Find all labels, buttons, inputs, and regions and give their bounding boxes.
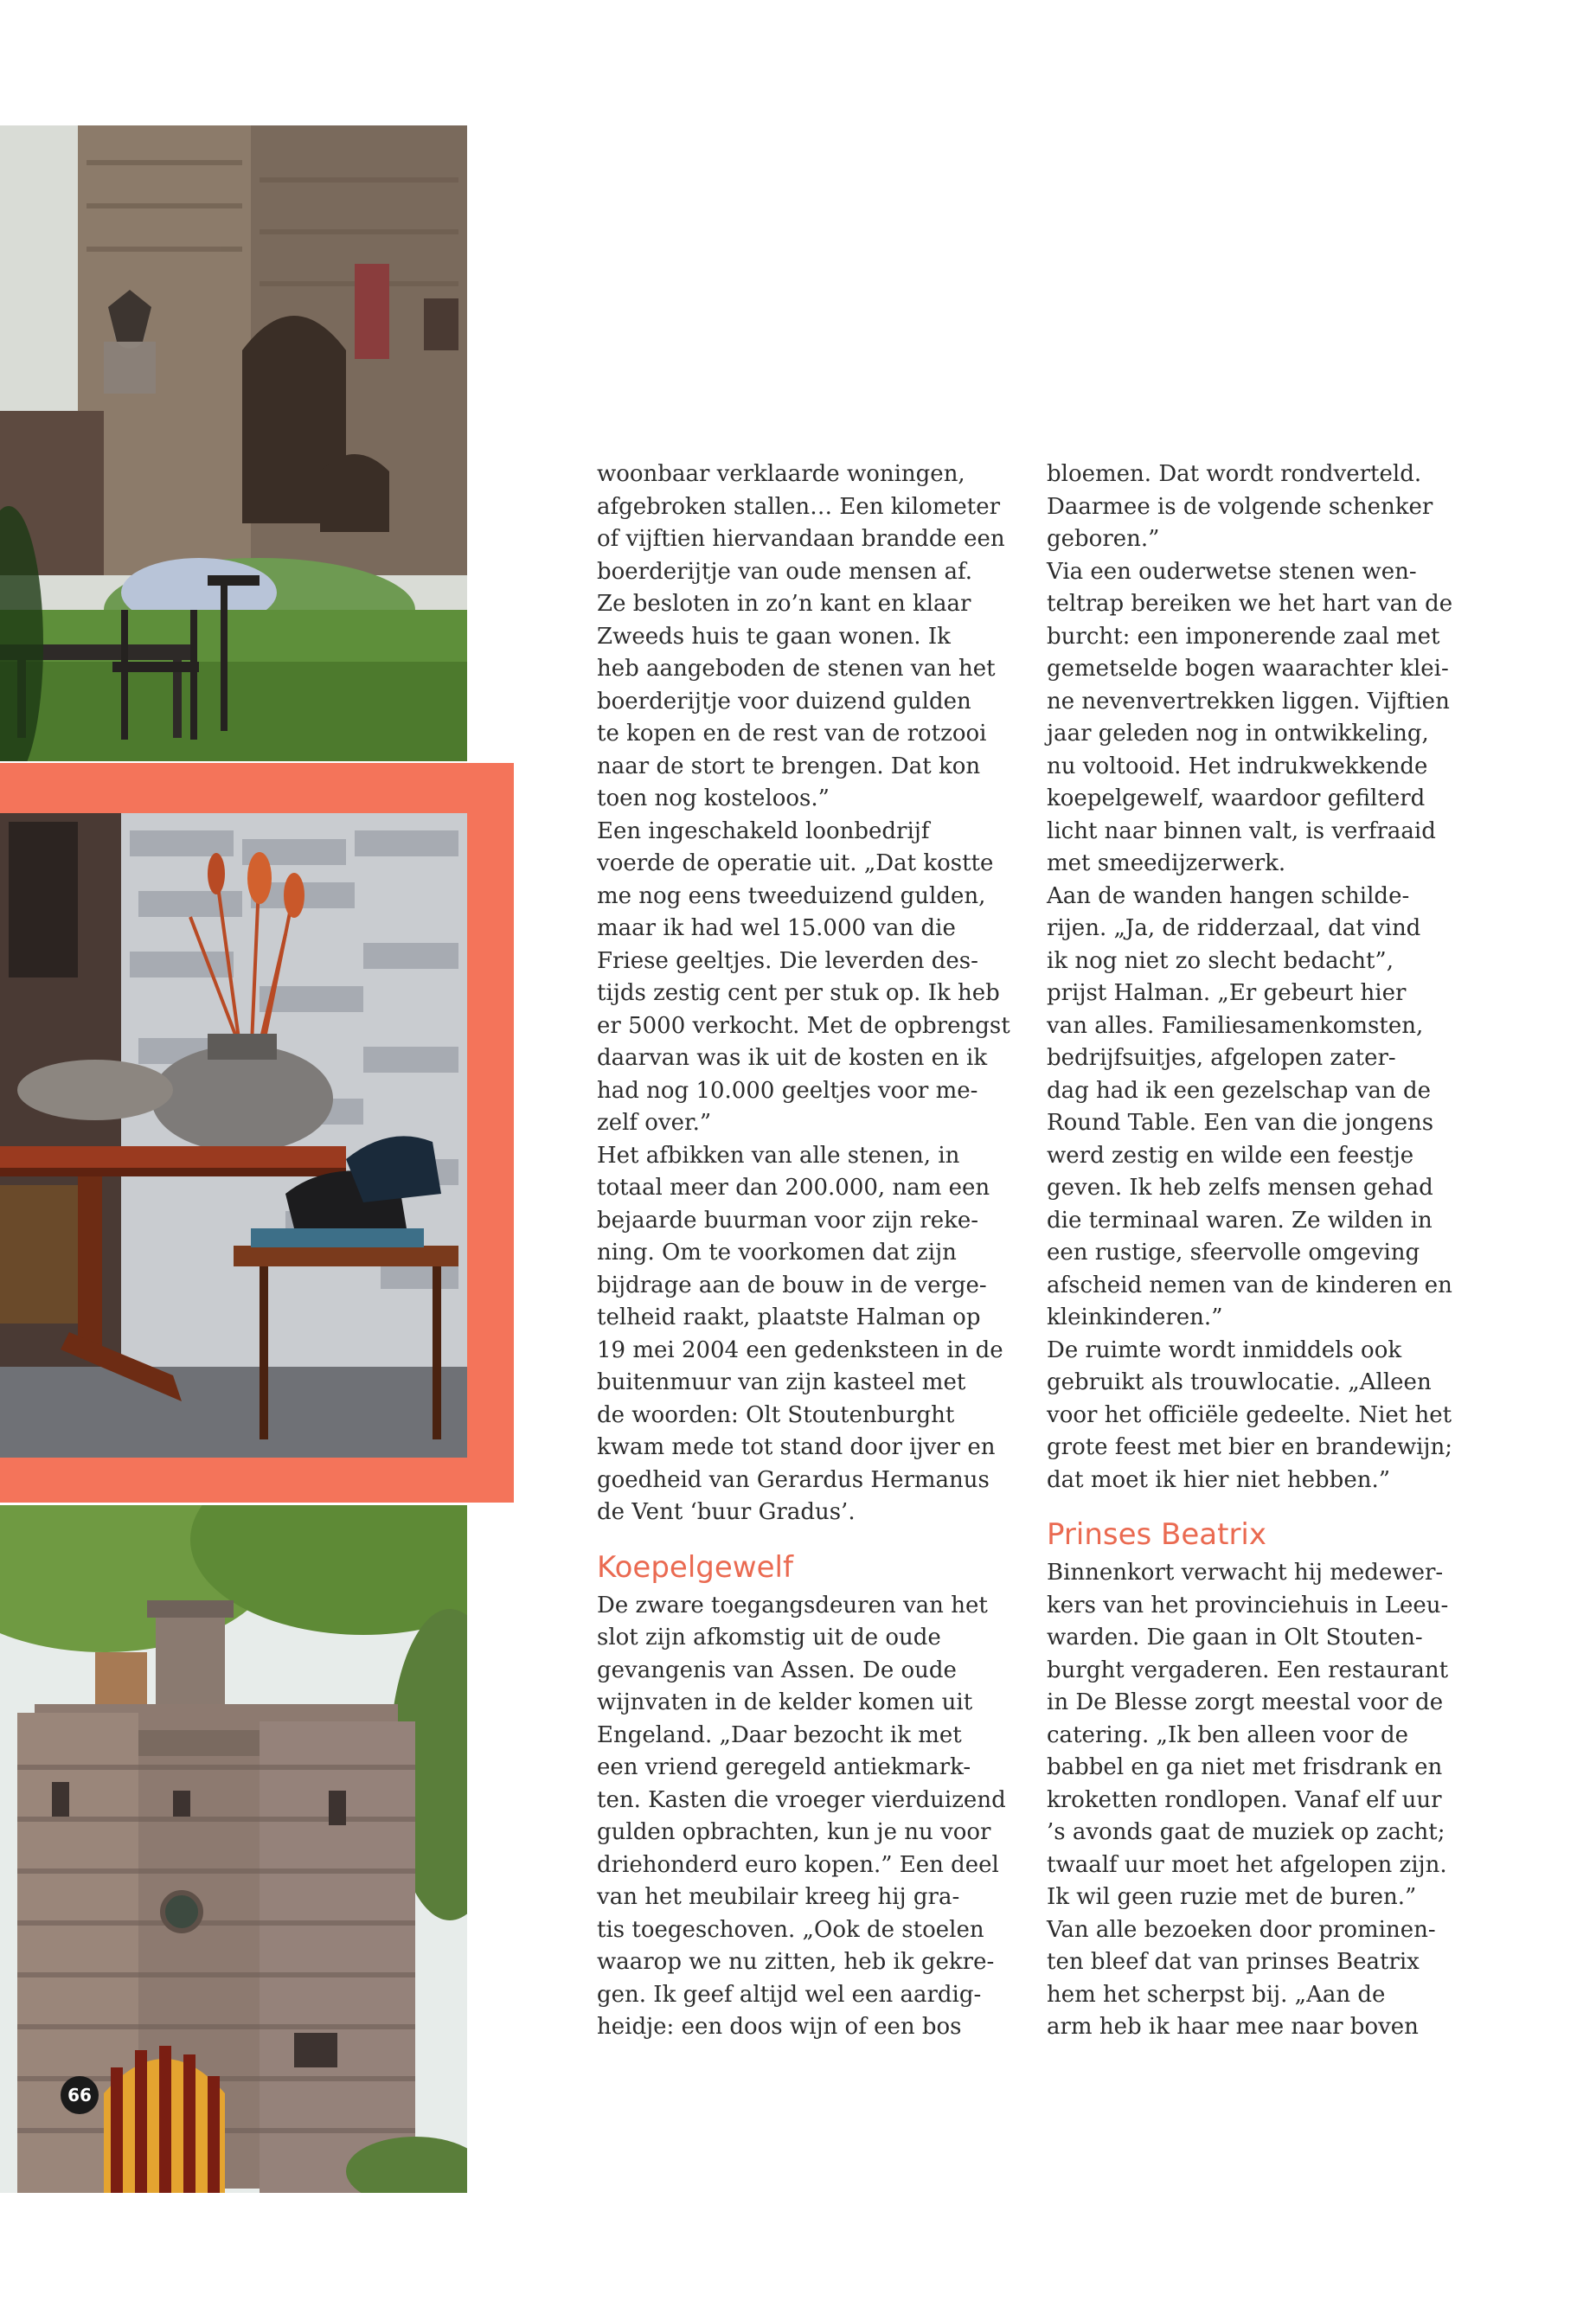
article-paragraph: Van alle bezoeken door prominen- ten bleef dat van prinses Beatrix hem het scherpst bij. „Aan de arm heb ik haar mee naar boven bbox=[1047, 1916, 1436, 2040]
article-paragraph: De ruimte wordt inmiddels ook gebruikt als trouwlocatie. „Alleen voor het officiële gedeelte. Niet het grote feest met bier en brandewijn; dat moet ik hier niet hebben.” bbox=[1047, 1336, 1452, 1493]
article-paragraph: bloemen. Dat wordt rondverteld. Daarmee is de volgende schenker geboren.” bbox=[1047, 461, 1433, 552]
section-heading-prinses-beatrix: Prinses Beatrix bbox=[1047, 1517, 1266, 1552]
article-paragraph: woonbaar verklaarde woningen, afgebroken stallen… Een kilometer of vijftien hiervandaan brandde een boerderijtje van oude mensen af. Ze besloten in zo’n kant en klaar Zweeds huis te gaan wonen. Ik heb aangeboden de stenen van het boerderijtje voor duizend gulden te kopen en de rest van de rotzooi naar de stort te brengen. Dat kon toen nog kosteloos.” bbox=[597, 461, 1005, 811]
garden-terrace-photo bbox=[0, 125, 467, 761]
page-number: 66 bbox=[61, 2076, 99, 2114]
section-heading-koepelgewelf: Koepelgewelf bbox=[597, 1549, 793, 1585]
interior-vase-photo bbox=[0, 813, 467, 1458]
article-paragraph: Een ingeschakeld loonbedrijf voerde de operatie uit. „Dat kostte me nog eens tweeduizend gulden, maar ik had wel 15.000 van die Friese geeltjes. Die leverden des- tijds zestig cent per stuk op. Ik heb er 5000 verkocht. Met de opbrengst daarvan was ik uit de kosten en ik had nog 10.000 geeltjes voor me- zelf over.” bbox=[597, 817, 1010, 1136]
article-column-left bbox=[597, 458, 1029, 2044]
article-column-right bbox=[1047, 458, 1479, 2044]
article-paragraph: Via een ouderwetse stenen wen- teltrap bereiken we het hart van de burcht: een imponerende zaal met gemetselde bogen waarachter klei- ne nevenvertrekken liggen. Vijftien jaar geleden nog in ontwikkeling, nu voltooid. Het indrukwekkende koepelgewelf, waardoor gefilterd licht naar binnen valt, is verfraaid met smeedijzerwerk. bbox=[1047, 558, 1453, 876]
article-paragraph: Aan de wanden hangen schilde- rijen. „Ja, de ridderzaal, dat vind ik nog niet zo slecht bedacht”, prijst Halman. „Er gebeurt hier van alles. Familiesamenkomsten, bedrijfsuitjes, afgelopen zater- dag had ik een gezelschap van de Round Table. Een van die jongens werd zestig en wilde een feestje geven. Ik heb zelfs mensen gehad die terminaal waren. Ze wilden in een rustige, sfeervolle omgeving afscheid nemen van de kinderen en kleinkinderen.” bbox=[1047, 882, 1452, 1330]
article-paragraph: Binnenkort verwacht hij medewer- kers van het provinciehuis in Leeu- warden. Die gaan in Olt Stouten- burght vergaderen. Een restaurant in De Blesse zorgt meestal voor de catering. „Ik ben alleen voor de babbel en ga niet met frisdrank en kroketten rondlopen. Vanaf elf uur ’s avonds gaat de muziek op zacht; twaalf uur moet het afgelopen zijn. Ik wil geen ruzie met de buren.” bbox=[1047, 1560, 1449, 1910]
article-paragraph: De zware toegangsdeuren van het slot zijn afkomstig uit de oude gevangenis van Assen. De oude wijnvaten in de kelder komen uit Engeland. „Daar bezocht ik met een vriend geregeld antiekmark- ten. Kasten die vroeger vierduizend gulden opbrachten, kun je nu voor driehonderd euro kopen.” Een deel van het meubilair kreeg hij gra- tis toegeschoven. „Ook de stoelen waarop we nu zitten, heb ik gekre- gen. Ik geef altijd wel een aardig- heidje: een doos wijn of een bos bbox=[597, 1592, 1006, 2040]
article-paragraph: Het afbikken van alle stenen, in totaal meer dan 200.000, nam een bejaarde buurman voor zijn reke- ning. Om te voorkomen dat zijn bijdrage aan de bouw in de verge- telheid raakt, plaatste Halman op 19 mei 2004 een gedenksteen in de buitenmuur van zijn kasteel met de woorden: Olt Stoutenburght kwam mede tot stand door ijver en goedheid van Gerardus Hermanus de Vent ‘buur Gradus’. bbox=[597, 1142, 1003, 1525]
